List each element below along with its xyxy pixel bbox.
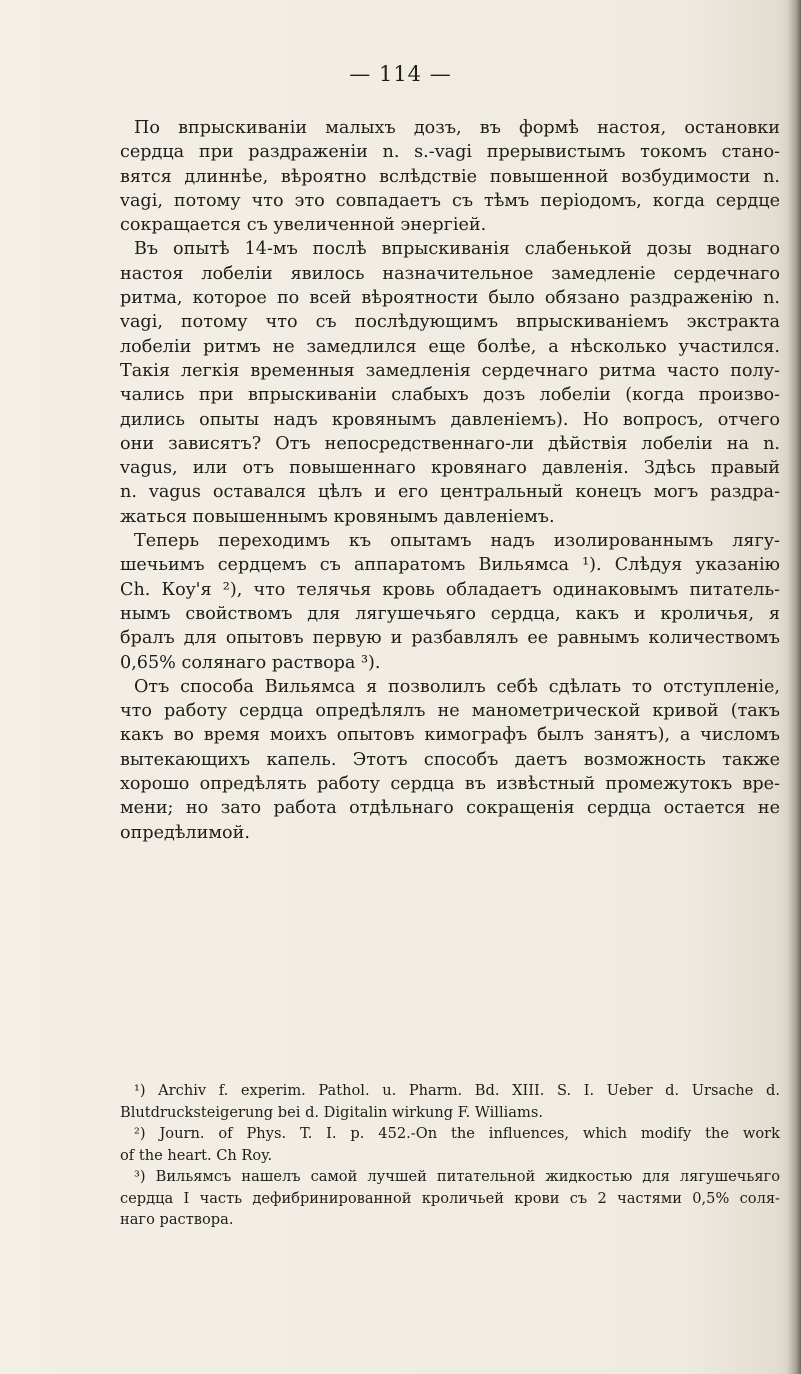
text-line: ритма, которое по всей вѣроятности было обязано раздраженію n. (120, 288, 780, 309)
text-line: сокращается съ увеличенной энергіей. (120, 215, 487, 236)
text-line: n. vagus оставался цѣлъ и его центральный конецъ могъ раздра- (120, 482, 780, 503)
text-line: Въ опытѣ 14-мъ послѣ впрыскиванія слабенькой дозы воднаго (134, 239, 780, 260)
text-line: Теперь переходимъ къ опытамъ надъ изолированнымъ лягу- (134, 531, 780, 552)
footnote-line: Blutdrucksteigerung bei d. Digitalin wirkung F. Williams. (120, 1103, 543, 1121)
text-line: настоя лобеліи явилось назначительное замедленіе сердечнаго (120, 263, 780, 284)
text-line: шечьимъ сердцемъ съ аппаратомъ Вильямса ¹). Слѣдуя указанію (120, 555, 780, 576)
text-line: нымъ свойствомъ для лягушечьяго сердца, какъ и кроличья, я (120, 603, 780, 624)
text-line: они зависятъ? Отъ непосредственнаго-ли дѣйствія лобеліи на n. (120, 433, 780, 454)
text-line: Отъ способа Вильямса я позволилъ себѣ сдѣлать то отступленіе, (134, 676, 780, 697)
text-line: По впрыскиваніи малыхъ дозъ, въ формѣ настоя, остановки (134, 118, 780, 138)
text-line: лобеліи ритмъ не замедлился еще болѣе, а нѣсколько участился. (120, 336, 780, 357)
text-line: жаться повышеннымъ кровянымъ давленіемъ. (120, 506, 555, 527)
text-line: 0,65% солянаго раствора ³). (120, 652, 381, 673)
text-line: vagus, или отъ повышеннаго кровянаго давленія. Здѣсь правый (120, 458, 780, 479)
page-number: — 114 — (349, 62, 452, 86)
text-line: vagi, потому что съ послѣдующимъ впрыскиваніемъ экстракта (120, 312, 780, 333)
text-line: vagi, потому что это совпадаетъ съ тѣмъ періодомъ, когда сердце (120, 190, 780, 211)
footnote-line: of the heart. Ch Roy. (120, 1146, 273, 1164)
text-line: Такія легкія временныя замедленія сердечнаго ритма часто полу- (120, 360, 780, 381)
footnote-line: ³) Вильямсъ нашелъ самой лучшей питательной жидкостью для лягушечьяго (134, 1168, 780, 1185)
text-line: хорошо опредѣлять работу сердца въ извѣстный промежутокъ вре- (120, 774, 780, 795)
text-line: Ch. Кoy'я ²), что телячья кровь обладаетъ одинаковымъ питатель- (120, 579, 780, 600)
footnote-line: сердца I часть дефибринированной кроличьей крови съ 2 частями 0,5% соля- (120, 1189, 780, 1207)
text-line: опредѣлимой. (120, 822, 250, 843)
text-line: вятся длиннѣе, вѣроятно вслѣдствіе повышенной возбудимости n. (120, 166, 780, 187)
text-line: какъ во время моихъ опытовъ кимографъ былъ занятъ), а числомъ (120, 725, 780, 746)
text-line: бралъ для опытовъ первую и разбавлялъ ее равнымъ количествомъ (120, 628, 780, 649)
text-line: что работу сердца опредѣлялъ не манометрической кривой (такъ (120, 701, 780, 722)
text-line: мени; но зато работа отдѣльнаго сокращенія сердца остается не (120, 798, 780, 819)
text-line: дились опыты надъ кровянымъ давленіемъ). Но вопросъ, отчего (120, 409, 780, 430)
footnote-line: ¹) Archiv f. experim. Pathol. u. Pharm. Bd. XIII. S. I. Ueber d. Ursache d. (134, 1082, 780, 1099)
text-line: вытекающихъ капель. Этотъ способъ даетъ возможность также (120, 749, 780, 770)
body-text (120, 116, 780, 845)
text-line: сердца при раздраженіи n. s.-vagi прерывистымъ токомъ стано- (120, 142, 780, 163)
text-line: чались при впрыскиваніи слабыхъ дозъ лобеліи (когда произво- (120, 385, 780, 406)
footnote-line: наго раствора. (120, 1211, 234, 1228)
footnote-line: ²) Journ. of Phys. T. I. p. 452.-On the influences, which modify the work (134, 1125, 780, 1142)
page-edge-shadow (787, 0, 801, 1374)
footnotes (120, 1080, 780, 1231)
